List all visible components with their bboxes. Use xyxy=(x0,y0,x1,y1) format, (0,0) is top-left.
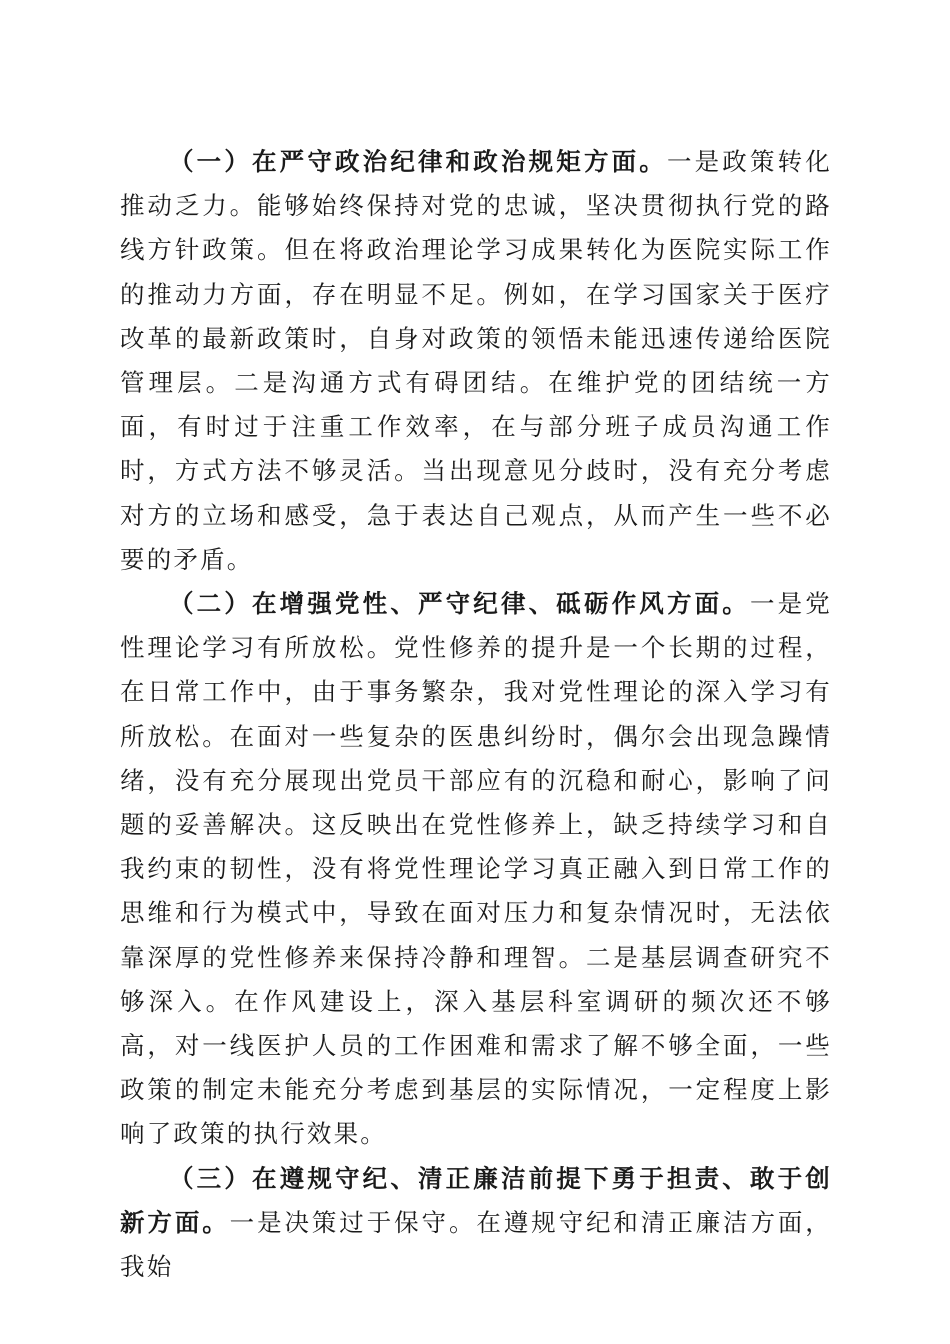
paragraph-2 xyxy=(120,582,832,1157)
section-heading-1: （一）在严守政治纪律和政治规矩方面。 xyxy=(169,147,667,176)
paragraph-3 xyxy=(120,1157,832,1290)
paragraph-1 xyxy=(120,140,832,582)
paragraph-text-1: 一是政策转化推动乏力。能够始终保持对党的忠诚，坚决贯彻执行党的路线方针政策。但在将政治理论学习成果转化为医院实际工作的推动力方面，存在明显不足。例如，在学习国家关于医疗改革的最新政策时，自身对政策的领悟未能迅速传递给医院管理层。二是沟通方式有碍团结。在维护党的团结统一方面，有时过于注重工作效率，在与部分班子成员沟通工作时，方式方法不够灵活。当出现意见分歧时，没有充分考虑对方的立场和感受，急于表达自己观点，从而产生一些不必要的矛盾。 xyxy=(120,147,832,574)
section-heading-3: （三）在遵规守纪、清正廉洁前提下勇于担责、敢于创新方面。 xyxy=(120,1163,832,1237)
paragraph-text-2: 一是党性理论学习有所放松。党性修养的提升是一个长期的过程，在日常工作中，由于事务繁杂，我对党性理论的深入学习有所放松。在面对一些复杂的医患纠纷时，偶尔会出现急躁情绪，没有充分展现出党员干部应有的沉稳和耐心，影响了问题的妥善解决。这反映出在党性修养上，缺乏持续学习和自我约束的韧性，没有将党性理论学习真正融入到日常工作的思维和行为模式中，导致在面对压力和复杂情况时，无法依靠深厚的党性修养来保持冷静和理智。二是基层调查研究不够深入。在作风建设上，深入基层科室调研的频次还不够高，对一线医护人员的工作困难和需求了解不够全面，一些政策的制定未能充分考虑到基层的实际情况，一定程度上影响了政策的执行效果。 xyxy=(120,589,832,1149)
section-heading-2: （二）在增强党性、严守纪律、砥砺作风方面。 xyxy=(169,589,750,619)
paragraph-text-3: 一是决策过于保守。在遵规守纪和清正廉洁方面，我始 xyxy=(120,1207,832,1282)
document-body xyxy=(120,140,832,1289)
